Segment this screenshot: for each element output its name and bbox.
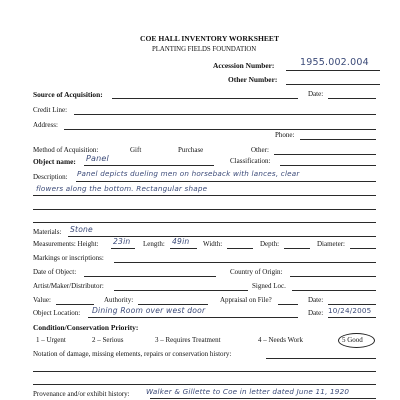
appraisal-on-file-label: Appraisal on File? [220,296,272,304]
description-line-2 [33,195,376,196]
worksheet-title: COE HALL INVENTORY WORKSHEET [140,34,280,43]
description-value-line1: Panel depicts dueling men on horseback with lances, clear [77,169,300,178]
acquisition-date-label: Date: [308,90,324,98]
width-label: Width: [203,240,223,248]
credit-line-line [74,114,376,115]
accession-number-label: Accession Number: [213,61,275,70]
source-of-acquisition-label: Source of Acquisition: [33,90,103,99]
depth-line [284,248,310,249]
artist-maker-label: Artist/Maker/Distributor: [33,282,104,290]
measurements-height-label: Measurements: Height: [33,240,99,248]
length-label: Length: [143,240,165,248]
condition-urgent: 1 – Urgent [36,336,66,344]
object-name-line [84,165,214,166]
accession-number-value: 1955.002.004 [300,57,369,68]
acquisition-date-line [328,98,376,99]
width-line [227,248,253,249]
object-location-value: Dining Room over west door [92,306,206,315]
appraisal-on-file-line [278,304,298,305]
phone-line [300,139,376,140]
description-value-line2: flowers along the bottom. Rectangular shape [36,184,208,193]
condition-needs-work: 4 – Needs Work [258,336,303,344]
artist-maker-line [114,290,248,291]
object-location-line [88,317,298,318]
markings-line [114,262,376,263]
method-gift: Gift [130,146,142,154]
address-label: Address: [33,121,58,129]
markings-label: Markings or inscriptions: [33,254,104,262]
credit-line-label: Credit Line: [33,106,68,114]
height-line [111,248,135,249]
notation-of-damage-line-1 [266,358,376,359]
method-other-label: Other: [251,146,269,154]
value-line [56,304,94,305]
length-line [170,248,197,249]
date-of-object-label: Date of Object: [33,268,77,276]
condition-requires-treatment: 3 – Requires Treatment [155,336,221,344]
notation-of-damage-line-3 [33,384,376,385]
description-label: Description: [33,173,68,181]
length-value: 49in [172,237,190,246]
method-other-line [274,154,376,155]
materials-value: Stone [70,225,93,234]
location-date-label: Date: [308,309,324,317]
object-location-label: Object Location: [33,309,81,317]
method-of-acquisition-label: Method of Acquisition: [33,146,99,154]
condition-priority-label: Condition/Conservation Priority: [33,323,139,332]
authority-label: Authority: [104,296,134,304]
depth-label: Depth: [260,240,280,248]
description-line-4 [33,222,376,223]
location-date-line [328,317,376,318]
provenance-label: Provenance and/or exhibit history: [33,390,130,398]
object-name-value: Panel [86,154,109,163]
accession-number-line [286,70,380,71]
provenance-value: Walker & Gillette to Coe in letter dated June 11, 1920 [146,387,350,396]
other-number-line [286,84,380,85]
height-value: 23in [113,237,131,246]
materials-label: Materials: [33,228,62,236]
address-line [64,129,376,130]
country-of-origin-line [290,276,376,277]
source-of-acquisition-line [112,98,298,99]
appraisal-date-label: Date: [308,296,324,304]
location-date-value: 10/24/2005 [328,306,372,315]
date-of-object-line [84,276,216,277]
diameter-line [350,248,376,249]
phone-label: Phone: [275,131,295,139]
notation-of-damage-line-2 [33,371,376,372]
description-line-3 [33,209,376,210]
classification-line [280,165,376,166]
notation-of-damage-label: Notation of damage, missing elements, repairs or conservation history: [33,350,232,358]
method-purchase: Purchase [178,146,204,154]
other-number-label: Other Number: [228,75,278,84]
object-name-label: Object name: [33,157,76,166]
diameter-label: Diameter: [317,240,345,248]
description-line-1 [76,181,376,182]
condition-good: 5 Good [342,336,363,344]
worksheet-subtitle: PLANTING FIELDS FOUNDATION [152,46,257,53]
value-label: Value: [33,296,51,304]
country-of-origin-label: Country of Origin: [230,268,283,276]
provenance-line [150,398,376,399]
signed-loc-label: Signed Loc. [252,282,286,290]
classification-label: Classification: [230,157,271,165]
authority-line [138,304,208,305]
appraisal-date-line [328,304,376,305]
condition-serious: 2 – Serious [92,336,124,344]
signed-loc-line [292,290,376,291]
